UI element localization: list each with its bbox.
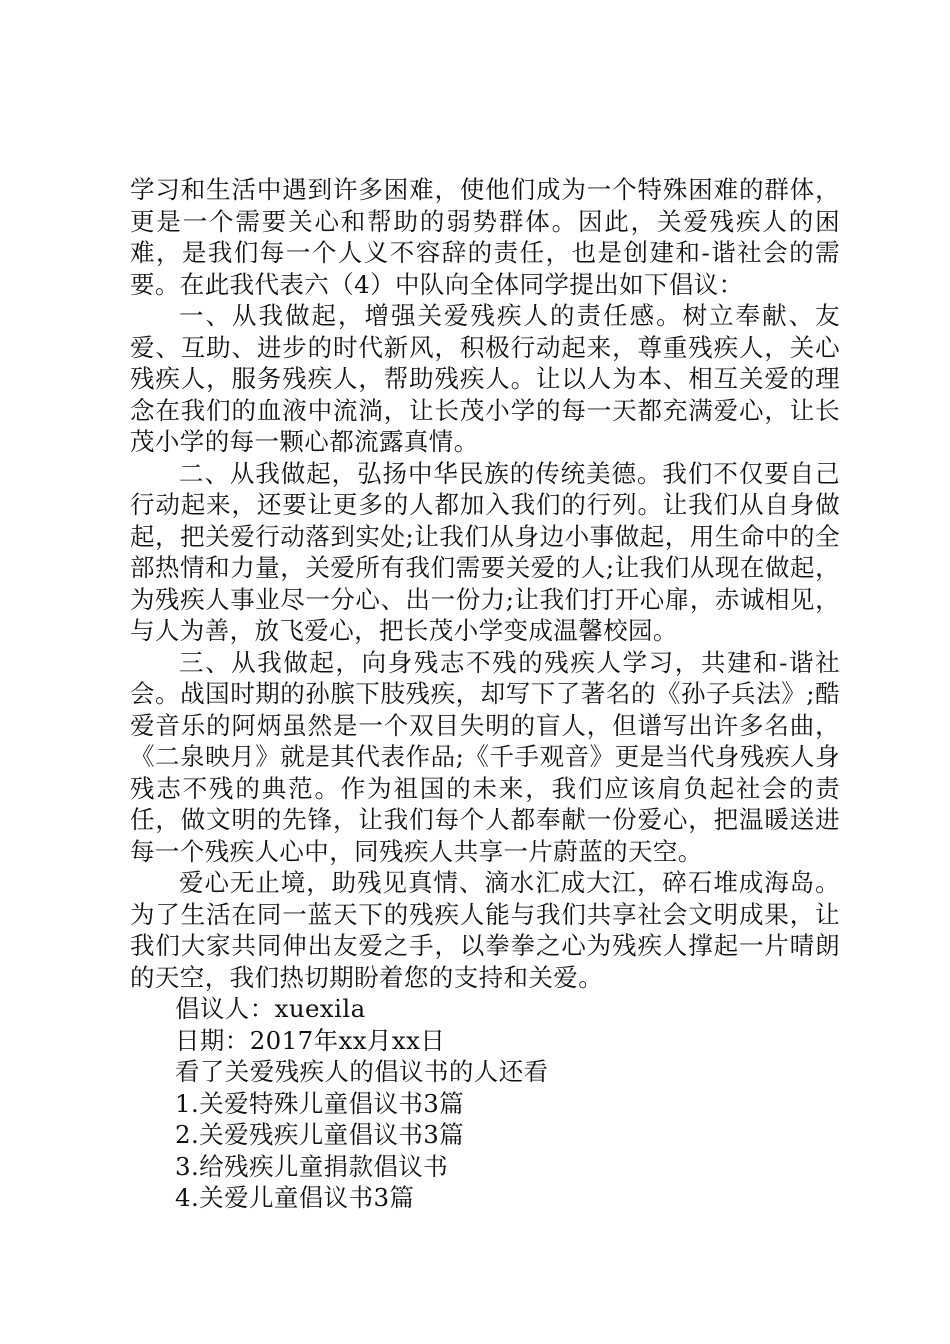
document-page xyxy=(130,174,840,1214)
related-link-3[interactable]: 3.给残疾儿童捐款倡议书 xyxy=(175,1151,449,1181)
intro-paragraph: 学习和生活中遇到许多困难，使他们成为一个特殊困难的群体，更是一个需要关心和帮助的弱势群体。因此，关爱残疾人的困难，是我们每一个人义不容辞的责任，也是创建和-谐社会的需要。在此我代表六（4）中队向全体同学提出如下倡议： xyxy=(130,175,840,299)
related-link-4[interactable]: 4.关爱儿童倡议书3篇 xyxy=(175,1183,415,1212)
related-link-2[interactable]: 2.关爱残疾儿童倡议书3篇 xyxy=(175,1120,465,1149)
related-heading: 看了关爱残疾人的倡议书的人还看 xyxy=(175,1057,549,1086)
date-line: 日期：2017年xx月xx日 xyxy=(175,1025,446,1055)
proposal-three-paragraph: 三、从我做起，向身残志不残的残疾人学习，共建和-谐社会。战国时期的孙膑下肢残疾，却写下了著名的《孙子兵法》;酷爱音乐的阿炳虽然是一个双目失明的盲人，但谱写出许多名曲，《二泉映月》就是其代表作品;《千手观音》更是当代身残疾人身残志不残的典范。作为祖国的未来，我们应该肩负起社会的责任，做文明的先锋，让我们每个人都奉献一份爱心，把温暖送进每一个残疾人心中，同残疾人共享一片蔚蓝的天空。 xyxy=(130,647,840,866)
proposal-one-paragraph: 一、从我做起，增强关爱残疾人的责任感。树立奉献、友爱、互助、进步的时代新风，积极行动起来，尊重残疾人，关心残疾人，服务残疾人，帮助残疾人。让以人为本、相互关爱的理念在我们的血液中流淌，让长茂小学的每一天都充满爱心，让长茂小学的每一颗心都流露真情。 xyxy=(130,301,840,456)
related-link-1[interactable]: 1.关爱特殊儿童倡议书3篇 xyxy=(175,1088,465,1118)
closing-paragraph: 爱心无止境，助残见真情、滴水汇成大江，碎石堆成海岛。为了生活在同一蓝天下的残疾人能与我们共享社会文明成果，让我们大家共同伸出友爱之手，以拳拳之心为残疾人撑起一片晴朗的天空，我们热切期盼着您的支持和关爱。 xyxy=(130,868,840,992)
proposer-line: 倡议人：xuexila xyxy=(175,994,366,1023)
proposal-two-paragraph: 二、从我做起，弘扬中华民族的传统美德。我们不仅要自己行动起来，还要让更多的人都加入我们的行列。让我们从自身做起，把关爱行动落到实处;让我们从身边小事做起，用生命中的全部热情和力量，关爱所有我们需要关爱的人;让我们从现在做起，为残疾人事业尽一分心、出一份力;让我们打开心扉，赤诚相见，与人为善，放飞爱心，把长茂小学变成温馨校园。 xyxy=(130,458,840,645)
